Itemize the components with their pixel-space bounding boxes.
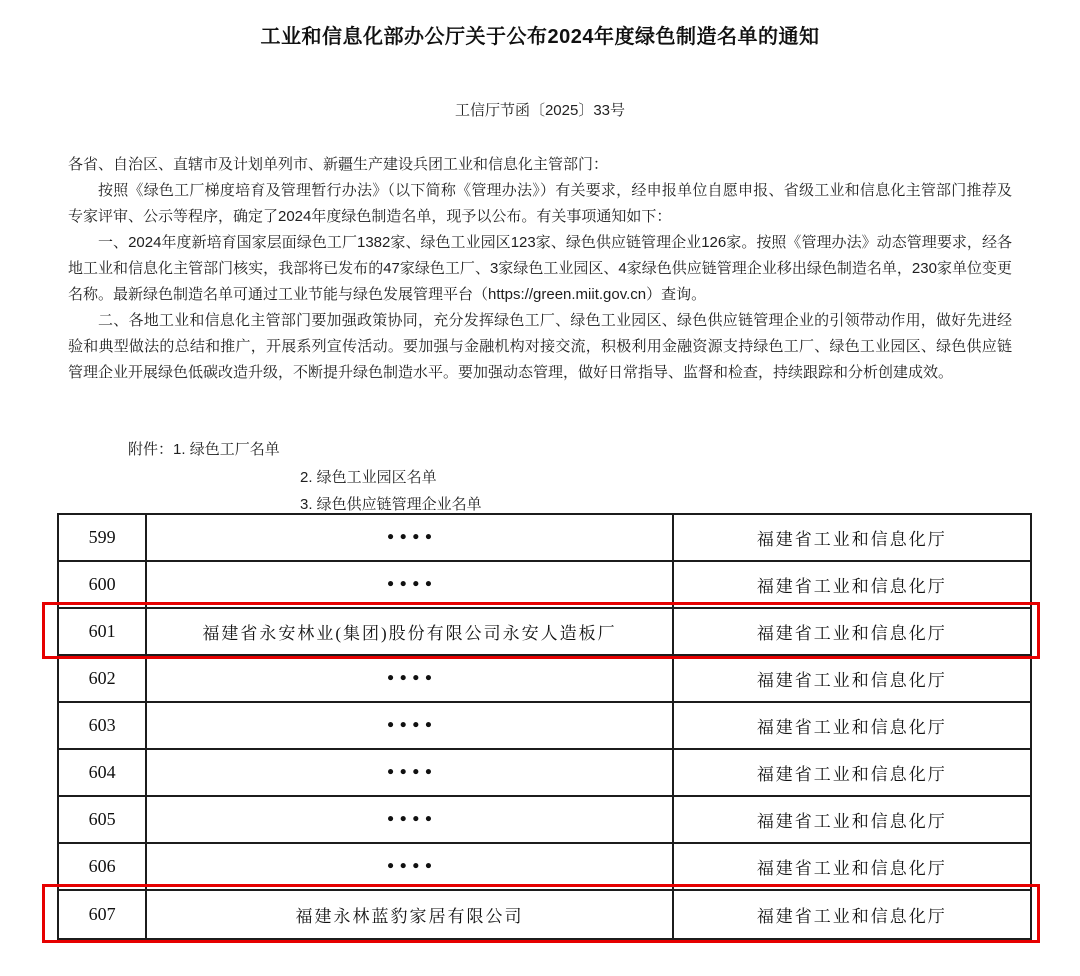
salutation-line: 各省、自治区、直辖市及计划单列市、新疆生产建设兵团工业和信息化主管部门： [68,156,609,173]
row-number: 605 [59,797,147,842]
attachment-item-3: 3. 绿色供应链管理企业名单 [300,496,482,513]
table-row [59,515,1030,562]
issuing-agency: 福建省工业和信息化厅 [756,907,947,926]
attachment-item-1: 1. 绿色工厂名单 [173,441,280,458]
table-row [59,703,1030,750]
notice-body [68,152,1012,386]
table-row-highlighted [59,609,1030,656]
company-name: •••• [147,750,673,795]
paragraph-item-1: 一、2024年度新培育国家层面绿色工厂1382家、绿色工业园区123家、绿色供应链管理企业126家。按照《管理办法》动态管理要求，经各地工业和信息化主管部门核实，我部将已发布的47家绿色工厂、3家绿色工业园区、4家绿色供应链管理企业移出绿色制造名单，230家单位变更名称。最新绿色制造名单可通过工业节能与绿色发展管理平台（https://green.miit.gov.cn）查询。 [68,234,1012,303]
page-title: 工业和信息化部办公厅关于公布2024年度绿色制造名单的通知 [260,26,820,48]
document-number: 工信厅节函〔2025〕33号 [454,102,626,119]
row-number: 599 [59,515,147,560]
company-name: •••• [147,797,673,842]
issuing-agency: 福建省工业和信息化厅 [756,765,947,784]
paragraph-intro: 按照《绿色工厂梯度培育及管理暂行办法》（以下简称《管理办法》）有关要求，经申报单位自愿申报、省级工业和信息化主管部门推荐及专家评审、公示等程序，确定了2024年度绿色制造名单，现予以公布。有关事项通知如下： [68,182,1012,225]
green-factory-list-table [57,513,1032,940]
company-name: •••• [147,515,673,560]
row-number: 600 [59,562,147,607]
company-name: 福建永林蓝豹家居有限公司 [147,891,673,938]
paragraph-item-2: 二、各地工业和信息化主管部门要加强政策协同，充分发挥绿色工厂、绿色工业园区、绿色供应链管理企业的引领带动作用，做好先进经验和典型做法的总结和推广，开展系列宣传活动。要加强与金融机构对接交流，积极利用金融资源支持绿色工厂、绿色工业园区、绿色供应链管理企业开展绿色低碳改造升级，不断提升绿色制造水平。要加强动态管理，做好日常指导、监督和检查，持续跟踪和分析创建成效。 [68,312,1012,381]
company-name: •••• [147,562,673,607]
issuing-agency: 福建省工业和信息化厅 [756,530,947,549]
issuing-agency: 福建省工业和信息化厅 [756,624,947,643]
row-number: 606 [59,844,147,889]
table-row [59,844,1030,891]
table-row [59,750,1030,797]
attachment-line-1 [128,436,1080,463]
table-row-highlighted [59,891,1030,938]
issuing-agency: 福建省工业和信息化厅 [756,812,947,831]
row-number: 604 [59,750,147,795]
company-name: •••• [147,703,673,748]
attachments-label: 附件： [128,441,174,458]
company-name: •••• [147,844,673,889]
table-row [59,656,1030,703]
row-number: 607 [59,891,147,938]
table-row [59,797,1030,844]
issuing-agency: 福建省工业和信息化厅 [756,577,947,596]
issuing-agency: 福建省工业和信息化厅 [756,718,947,737]
issuing-agency: 福建省工业和信息化厅 [756,671,947,690]
company-name: 福建省永安林业(集团)股份有限公司永安人造板厂 [147,609,673,654]
table-row [59,562,1030,609]
attachment-item-2: 2. 绿色工业园区名单 [300,469,437,486]
company-name: •••• [147,656,673,701]
issuing-agency: 福建省工业和信息化厅 [756,859,947,878]
attachments-section [0,436,1080,518]
row-number: 603 [59,703,147,748]
row-number: 602 [59,656,147,701]
row-number: 601 [59,609,147,654]
